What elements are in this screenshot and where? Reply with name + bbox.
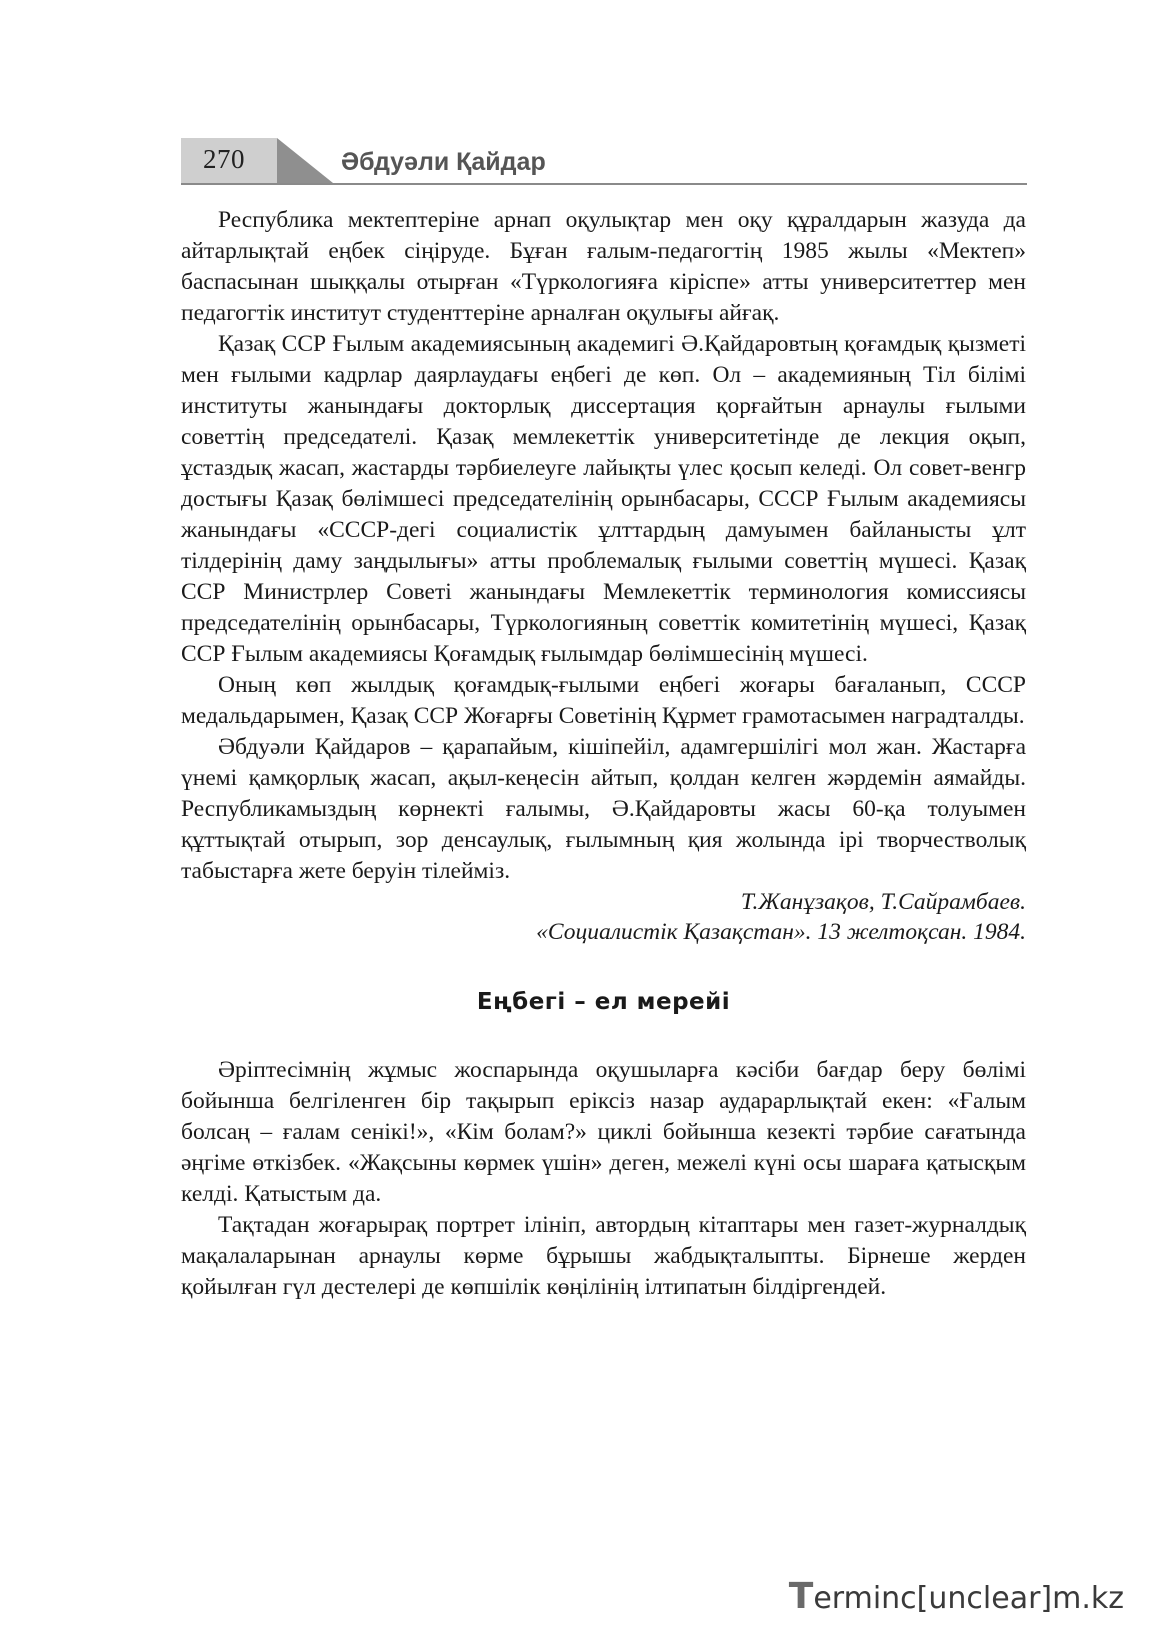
paragraph: Әріптесімнің жұмыс жоспарында оқушыларға кәсіби бағдар беру бөлімі бойынша белгіленген бір тақырып еріксіз назар аударарлықтай екен: «Ғалым болсаң – ғалам сенікі!», «Кім болам?» циклі бойынша кезекті тәрбие сағатында әңгіме өткізбек. «Жақсыны көрмек үшін» деген, межелі күні осы шараға қатысқым келді. Қатыстым да. bbox=[181, 1057, 1026, 1207]
paragraph: Тақтадан жоғарырақ портрет ілініп, автордың кітаптары мен газет-журналдық мақалаларынан арнаулы көрме бұрышы жабдықталыпты. Бірнеше жерден қойылған гүл дестелері де көпшілік көңілінің ілтипатын білдіргендей. bbox=[181, 1212, 1026, 1300]
page-body bbox=[181, 205, 1026, 1303]
paragraph: Қазақ ССР Ғылым академиясының академигі Ә.Қайдаровтың қоғамдық қызметі мен ғылыми кадрлар даярлаудағы еңбегі де көп. Ол – академияның Тіл білімі институты жанындағы докторлық диссертация қорғайтын арнаулы ғылыми советтің председателі. Қазақ мемлекеттік университетінде де лекция оқып, ұстаздық жасап, жастарды тәрбиелеуге лайықты үлес қосып келеді. Ол совет-венгр достығы Қазақ бөлімшесі председателінің орынбасары, СССР Ғылым академиясы жанындағы «СССР-дегі социалистік ұлттардың дамуымен байланысты ұлт тілдерінің даму заңдылығы» атты проблемалық ғылыми советтің мүшесі. Қазақ ССР Министрлер Советі жанындағы Мемлекеттік терминология комиссиясы председателінің орынбасары, Түркологияның советтік комитетінің мүшесі, Қазақ ССР Ғылым академиясы Қоғамдық ғылымдар бөлімшесінің мүшесі. bbox=[181, 331, 1026, 667]
page-number: 270 bbox=[203, 144, 245, 174]
article-1 bbox=[181, 205, 1026, 947]
section-title: Еңбегі – ел мерейі bbox=[476, 989, 731, 1015]
running-title: Әбдуәли Қайдар bbox=[341, 148, 546, 176]
page-header bbox=[181, 138, 1027, 188]
watermark-initial: T bbox=[788, 1576, 814, 1617]
watermark-text: erminc[unclear]m.kz bbox=[813, 1581, 1124, 1616]
page-number-tab bbox=[181, 138, 277, 183]
paragraph: Әбдуәли Қайдаров – қарапайым, кішіпейіл, адамгершілігі мол жан. Жастарға үнемі қамқорлық жасап, ақыл-кеңесін айтып, қолдан келген жәрдемін аямайды. Республикамыздың көрнекті ғалымы, Ә.Қайдаровты жасы 60-қа толуымен құттықтай отырып, зор денсаулық, ғылымның қия жолында ірі творчестволық табыстарға жете беруін тілейміз. bbox=[181, 734, 1026, 884]
article-authors: Т.Жанұзақов, Т.Сайрамбаев. bbox=[740, 889, 1026, 915]
site-watermark bbox=[789, 1576, 1124, 1617]
header-rule bbox=[181, 183, 1027, 185]
article-source: «Социалистік Қазақстан». 13 желтоқсан. 1984. bbox=[536, 919, 1026, 945]
paragraph: Оның көп жылдық қоғамдық-ғылыми еңбегі жоғары бағаланып, СССР медальдарымен, Қазақ ССР Жоғарғы Советінің Құрмет грамотасымен наградталды. bbox=[181, 672, 1026, 729]
page-tab-wedge bbox=[277, 138, 333, 183]
paragraph: Республика мектептеріне арнап оқулықтар мен оқу құралдарын жазуда да айтарлықтай еңбек сіңіруде. Бұған ғалым-педагогтің 1985 жылы «Мектеп» баспасынан шыққалы отырған «Түркологияға кіріспе» атты университеттер мен педагогтік институт студенттеріне арналған оқулығы айғақ. bbox=[181, 207, 1026, 326]
article-2 bbox=[181, 989, 1026, 1303]
